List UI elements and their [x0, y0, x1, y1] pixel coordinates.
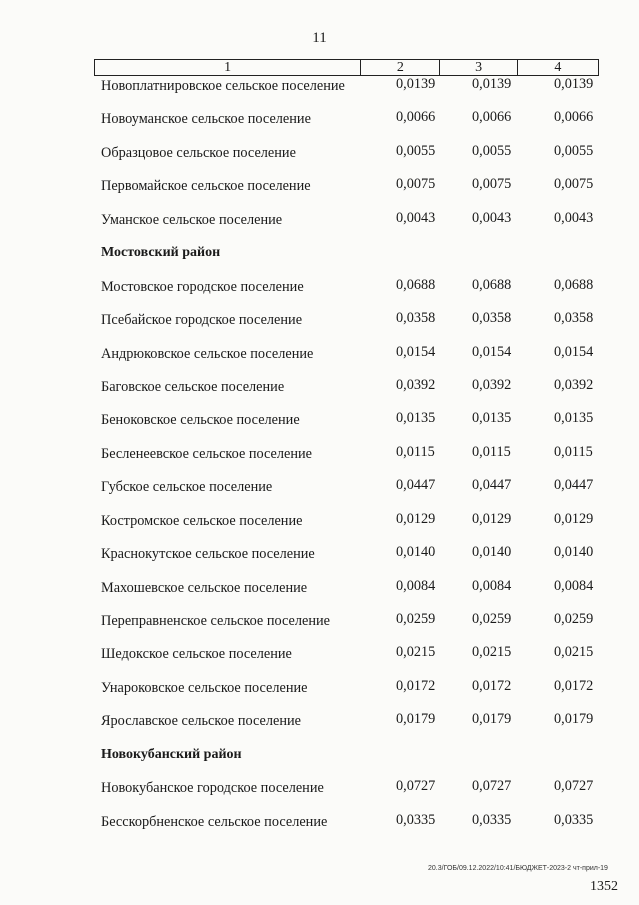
settlement-name: Махошевское сельское поселение	[101, 579, 308, 596]
value-col-2: 0,0075	[396, 176, 436, 193]
value-col-2: 0,0215	[396, 644, 436, 661]
value-col-4: 0,0043	[554, 209, 594, 226]
settlement-name: Псебайское городское поселение	[101, 312, 303, 329]
settlement-name: Ярославское сельское поселение	[101, 713, 301, 730]
table-row	[0, 78, 639, 111]
settlement-name: Костромское сельское поселение	[101, 512, 303, 529]
table-row	[0, 479, 639, 512]
section-heading-row	[0, 245, 639, 278]
value-col-4: 0,0084	[554, 577, 594, 594]
settlement-name: Переправненское сельское поселение	[101, 613, 330, 629]
table-row	[0, 209, 639, 245]
value-col-4: 0,0129	[554, 510, 594, 527]
settlement-name: Андрюковское сельское поселение	[101, 345, 314, 362]
settlement-name: Унароковское сельское поселение	[101, 679, 308, 696]
value-col-2: 0,0066	[396, 109, 436, 126]
table-row	[0, 713, 639, 746]
table-row	[0, 312, 639, 345]
value-col-3: 0,0358	[472, 310, 512, 327]
value-col-3: 0,0392	[472, 376, 512, 393]
value-col-2: 0,0154	[396, 343, 436, 360]
table-row	[0, 376, 639, 412]
value-col-2: 0,0358	[396, 310, 436, 327]
value-col-4: 0,0727	[554, 778, 594, 795]
column-header-1: 1	[95, 60, 361, 76]
value-col-3: 0,0055	[472, 142, 512, 159]
value-col-4: 0,0447	[554, 477, 594, 494]
value-col-2: 0,0179	[396, 711, 436, 728]
settlement-name: Новоуманское сельское поселение	[101, 111, 311, 128]
value-col-4: 0,0140	[554, 544, 594, 561]
table-row	[0, 276, 639, 312]
value-col-4: 0,0179	[554, 711, 594, 728]
value-col-4: 0,0066	[554, 109, 594, 126]
value-col-2: 0,0447	[396, 477, 436, 494]
value-col-3: 0,0688	[472, 276, 512, 293]
column-header-3: 3	[440, 60, 517, 76]
value-col-3: 0,0172	[472, 677, 512, 694]
district-name: Мостовский район	[101, 245, 221, 261]
value-col-3: 0,0129	[472, 510, 512, 527]
table-row	[0, 546, 639, 579]
value-col-2: 0,0135	[396, 410, 436, 427]
district-name: Новокубанский район	[101, 746, 242, 762]
value-col-3: 0,0066	[472, 109, 512, 126]
value-col-2: 0,0392	[396, 376, 436, 393]
value-col-3: 0,0139	[472, 76, 512, 92]
value-col-4: 0,0215	[554, 644, 594, 661]
settlement-name: Губское сельское поселение	[101, 479, 273, 496]
settlement-name: Шедокское сельское поселение	[101, 646, 292, 663]
settlement-name: Первомайское сельское поселение	[101, 178, 311, 195]
settlement-name: Беноковское сельское поселение	[101, 412, 300, 429]
table-row	[0, 811, 639, 847]
value-col-2: 0,0084	[396, 577, 436, 594]
value-col-4: 0,0358	[554, 310, 594, 327]
value-col-2: 0,0688	[396, 276, 436, 293]
value-col-2: 0,0115	[396, 443, 435, 460]
value-col-4: 0,0075	[554, 176, 594, 193]
value-col-2: 0,0172	[396, 677, 436, 694]
table-body	[0, 78, 639, 847]
value-col-3: 0,0259	[472, 611, 512, 627]
settlement-name: Уманское сельское поселение	[101, 211, 283, 228]
table-row	[0, 510, 639, 546]
value-col-2: 0,0055	[396, 142, 436, 159]
column-header-2: 2	[361, 60, 440, 76]
table-row	[0, 111, 639, 144]
settlement-name: Мостовское городское поселение	[101, 278, 304, 295]
column-header-4: 4	[517, 60, 598, 76]
value-col-3: 0,0154	[472, 343, 512, 360]
settlement-name: Бесскорбненское сельское поселение	[101, 813, 328, 830]
value-col-4: 0,0335	[554, 811, 594, 828]
value-col-2: 0,0139	[396, 76, 436, 92]
value-col-4: 0,0392	[554, 376, 594, 393]
value-col-2: 0,0727	[396, 778, 436, 795]
value-col-3: 0,0335	[472, 811, 512, 828]
value-col-4: 0,0115	[554, 443, 593, 460]
table-row	[0, 412, 639, 445]
table-row	[0, 142, 639, 178]
section-heading-row	[0, 747, 639, 780]
value-col-2: 0,0129	[396, 510, 436, 527]
value-col-3: 0,0115	[472, 443, 511, 460]
table-row	[0, 178, 639, 211]
value-col-4: 0,0688	[554, 276, 594, 293]
value-col-4: 0,0135	[554, 410, 594, 427]
value-col-2: 0,0043	[396, 209, 436, 226]
value-col-4: 0,0259	[554, 611, 594, 627]
value-col-3: 0,0135	[472, 410, 512, 427]
value-col-4: 0,0154	[554, 343, 594, 360]
value-col-3: 0,0215	[472, 644, 512, 661]
value-col-3: 0,0075	[472, 176, 512, 193]
page-number-top: 11	[312, 30, 327, 46]
table-row	[0, 677, 639, 713]
page-number-bottom: 1352	[590, 879, 618, 894]
column-header-table	[94, 59, 599, 76]
table-row	[0, 577, 639, 613]
settlement-name: Новокубанское городское поселение	[101, 780, 324, 797]
settlement-name: Краснокутское сельское поселение	[101, 546, 315, 563]
value-col-3: 0,0727	[472, 778, 512, 795]
settlement-name: Образцовое сельское поселение	[101, 144, 296, 161]
table-row	[0, 613, 639, 646]
value-col-3: 0,0043	[472, 209, 512, 226]
value-col-4: 0,0139	[554, 76, 594, 92]
settlement-name: Бесленеевское сельское поселение	[101, 445, 313, 462]
table-row	[0, 443, 639, 479]
value-col-3: 0,0447	[472, 477, 512, 494]
document-reference: 20.3/ГОБ/09.12.2022/10:41/БЮДЖЕТ-2023-2 чт-прил-19	[428, 865, 608, 872]
value-col-2: 0,0259	[396, 611, 436, 627]
value-col-3: 0,0084	[472, 577, 512, 594]
table-row	[0, 646, 639, 679]
settlement-name: Новоплатнировское сельское поселение	[101, 78, 345, 94]
value-col-2: 0,0140	[396, 544, 436, 561]
value-col-2: 0,0335	[396, 811, 436, 828]
value-col-3: 0,0140	[472, 544, 512, 561]
value-col-3: 0,0179	[472, 711, 512, 728]
value-col-4: 0,0055	[554, 142, 594, 159]
settlement-name: Баговское сельское поселение	[101, 378, 285, 395]
value-col-4: 0,0172	[554, 677, 594, 694]
table-row	[0, 343, 639, 379]
table-row	[0, 780, 639, 813]
